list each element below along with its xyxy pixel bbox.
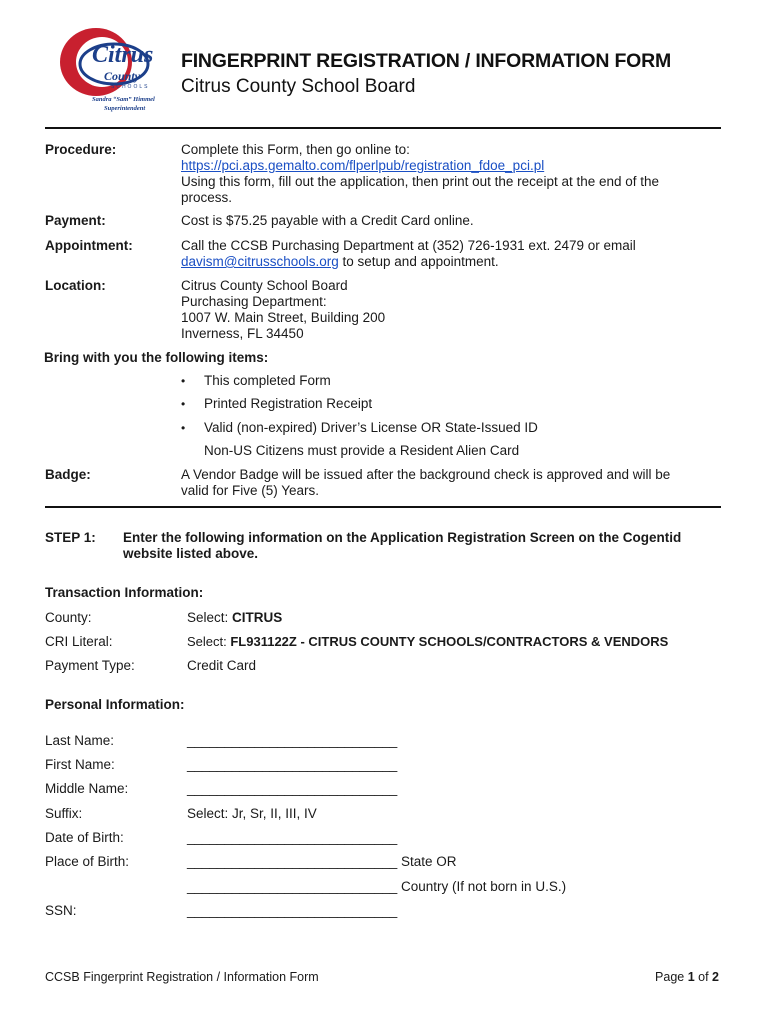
- cri-literal-label: CRI Literal:: [45, 634, 113, 649]
- bring-item-note: Non-US Citizens must provide a Resident Alien Card: [204, 443, 520, 458]
- procedure-text: [181, 142, 659, 206]
- address-line: 1007 W. Main Street, Building 200: [181, 310, 386, 325]
- first-name-label: First Name:: [45, 757, 115, 772]
- payment-label: Payment:: [45, 213, 106, 228]
- registration-url-link[interactable]: https://pci.aps.gemalto.com/flperlpub/registration_fdoe_pci.pl: [181, 158, 545, 173]
- pob-label: Place of Birth:: [45, 854, 130, 869]
- appointment-label: Appointment:: [45, 238, 133, 253]
- location-label: Location:: [45, 278, 106, 293]
- dob-label: Date of Birth:: [45, 830, 124, 845]
- header-divider: [45, 127, 721, 129]
- step-1-line-1: Enter the following information on the Application Registration Screen on the Cogentid: [123, 530, 682, 545]
- middle-name-blank: ____________________________: [187, 781, 398, 796]
- page-number: Page 1 of 2: [655, 970, 719, 984]
- form-title: FINGERPRINT REGISTRATION / INFORMATION FORM: [181, 50, 672, 72]
- bring-items-heading: Bring with you the following items:: [44, 350, 269, 365]
- pob-country-blank: ____________________________ Country (If not born in U.S.): [187, 879, 567, 894]
- bullet-icon: •: [181, 374, 186, 388]
- logo-word-citrus: Citrus: [92, 42, 154, 68]
- appointment-line-2-rest: to setup and appointment.: [338, 254, 499, 269]
- last-name-blank: ____________________________: [187, 733, 398, 748]
- procedure-line-3: Using this form, fill out the application, then print out the receipt at the end of the: [181, 174, 660, 189]
- address-line: Purchasing Department:: [181, 294, 327, 309]
- location-address: [181, 278, 385, 342]
- cri-literal-value: Select: FL931122Z - CITRUS COUNTY SCHOOLS/CONTRACTORS & VENDORS: [187, 634, 669, 649]
- appointment-line-1: Call the CCSB Purchasing Department at (352) 726-1931 ext. 2479 or email: [181, 238, 636, 253]
- payment-type-value: Credit Card: [187, 658, 257, 673]
- personal-info-heading: Personal Information:: [45, 697, 185, 712]
- bullet-icon: •: [181, 397, 186, 411]
- form-subtitle: Citrus County School Board: [181, 76, 416, 97]
- procedure-label: Procedure:: [45, 142, 117, 157]
- bring-item: Valid (non-expired) Driver’s License OR State-Issued ID: [204, 420, 538, 435]
- citrus-county-schools-logo: [56, 26, 162, 116]
- payment-type-label: Payment Type:: [45, 658, 135, 673]
- suffix-label: Suffix:: [45, 806, 83, 821]
- appointment-text: [181, 238, 636, 270]
- bullet-icon: •: [181, 421, 186, 435]
- badge-label: Badge:: [45, 467, 91, 482]
- step-1-instructions: [123, 530, 713, 562]
- logo-word-county: County: [104, 69, 141, 83]
- section-divider: [45, 506, 721, 508]
- badge-line-1: A Vendor Badge will be issued after the background check is approved and will be: [181, 467, 671, 482]
- ssn-label: SSN:: [45, 903, 77, 918]
- county-value: Select: CITRUS: [187, 610, 283, 625]
- step-1-line-2: website listed above.: [123, 546, 259, 561]
- middle-name-label: Middle Name:: [45, 781, 129, 796]
- logo-superintendent-title: Superintendent: [104, 105, 146, 112]
- address-line: Citrus County School Board: [181, 278, 348, 293]
- step-1-label: STEP 1:: [45, 530, 96, 545]
- email-link[interactable]: davism@citrusschools.org: [181, 254, 339, 269]
- bring-item: This completed Form: [204, 373, 331, 388]
- procedure-line-1: Complete this Form, then go online to:: [181, 142, 410, 157]
- dob-blank: ____________________________: [187, 830, 398, 845]
- pob-state-blank: ____________________________ State OR: [187, 854, 457, 869]
- badge-line-2: valid for Five (5) Years.: [181, 483, 320, 498]
- first-name-blank: ____________________________: [187, 757, 398, 772]
- badge-text: [181, 467, 670, 499]
- address-line: Inverness, FL 34450: [181, 326, 304, 341]
- last-name-label: Last Name:: [45, 733, 115, 748]
- ssn-blank: ____________________________: [187, 903, 398, 918]
- logo-word-schools: SCHOOLS: [111, 84, 150, 90]
- logo-superintendent-name: Sandra “Sam” Himmel: [92, 96, 155, 103]
- footer-title: CCSB Fingerprint Registration / Information Form: [45, 970, 319, 984]
- payment-text: Cost is $75.25 payable with a Credit Card online.: [181, 213, 474, 228]
- county-label: County:: [45, 610, 92, 625]
- procedure-line-4: process.: [181, 190, 233, 205]
- bring-item: Printed Registration Receipt: [204, 396, 373, 411]
- transaction-info-heading: Transaction Information:: [45, 585, 204, 600]
- suffix-options: Select: Jr, Sr, II, III, IV: [187, 806, 317, 821]
